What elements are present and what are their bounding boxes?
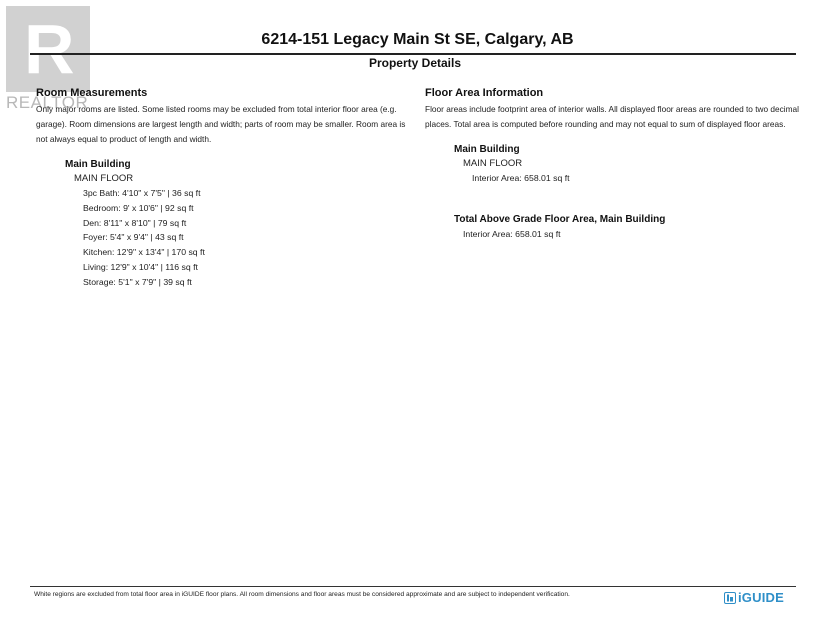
floor-area-section xyxy=(425,86,805,242)
page-subtitle: Property Details xyxy=(368,56,462,70)
room-list xyxy=(36,186,406,290)
iguide-brand-text: iGUIDE xyxy=(738,590,784,605)
room-item: Living: 12'9" x 10'4" | 116 sq ft xyxy=(83,261,198,272)
footer-disclaimer: White regions are excluded from total floor area in iGUIDE floor plans. All room dimensions and floor areas must be considered approximate and are subject to independent verification. xyxy=(34,591,570,598)
floor-area-interior-area: Interior Area: 658.01 sq ft xyxy=(472,173,570,183)
room-item: Kitchen: 12'9" x 13'4" | 170 sq ft xyxy=(83,247,205,258)
room-item: Foyer: 5'4" x 9'4" | 43 sq ft xyxy=(83,232,184,243)
iguide-logo xyxy=(724,590,784,605)
floor-area-building-name: Main Building xyxy=(454,144,520,155)
total-floor-area-heading: Total Above Grade Floor Area, Main Building xyxy=(454,214,666,225)
footer-divider xyxy=(30,586,796,587)
realtor-r-icon: R xyxy=(24,10,75,88)
room-item: Storage: 5'1" x 7'9" | 39 sq ft xyxy=(83,276,192,287)
room-measurements-section xyxy=(36,86,406,290)
iguide-badge-icon xyxy=(724,592,736,604)
floor-area-note: Floor areas include footprint area of interior walls. All displayed floor areas are rounded to two decimal places. Total area is computed before rounding and may not equal to sum of displayed floor areas. xyxy=(425,104,800,129)
room-item: Den: 8'11" x 8'10" | 79 sq ft xyxy=(83,217,187,228)
page-title: 6214-151 Legacy Main St SE, Calgary, AB xyxy=(261,31,574,48)
room-building-block xyxy=(36,158,406,290)
room-building-name: Main Building xyxy=(65,159,131,170)
realtor-watermark-text: REALTOR xyxy=(6,93,89,112)
total-floor-area-block xyxy=(425,213,805,242)
floor-area-floor-label: MAIN FLOOR xyxy=(463,158,523,169)
floor-area-building-block xyxy=(425,143,805,185)
total-interior-area: Interior Area: 658.01 sq ft xyxy=(463,229,561,239)
title-divider xyxy=(30,53,796,55)
floor-area-heading: Floor Area Information xyxy=(425,87,544,99)
room-measurements-heading: Room Measurements xyxy=(36,87,148,99)
room-item: 3pc Bath: 4'10" x 7'5" | 36 sq ft xyxy=(83,188,201,198)
room-floor-label: MAIN FLOOR xyxy=(74,173,134,184)
room-measurements-note: Only major rooms are listed. Some listed rooms may be excluded from total interior floor area (e.g. garage). Room dimensions are largest length and width; parts of room may be smaller. Room area is not always equal to product of length and width. xyxy=(36,104,406,144)
room-item: Bedroom: 9' x 10'6" | 92 sq ft xyxy=(83,202,194,213)
